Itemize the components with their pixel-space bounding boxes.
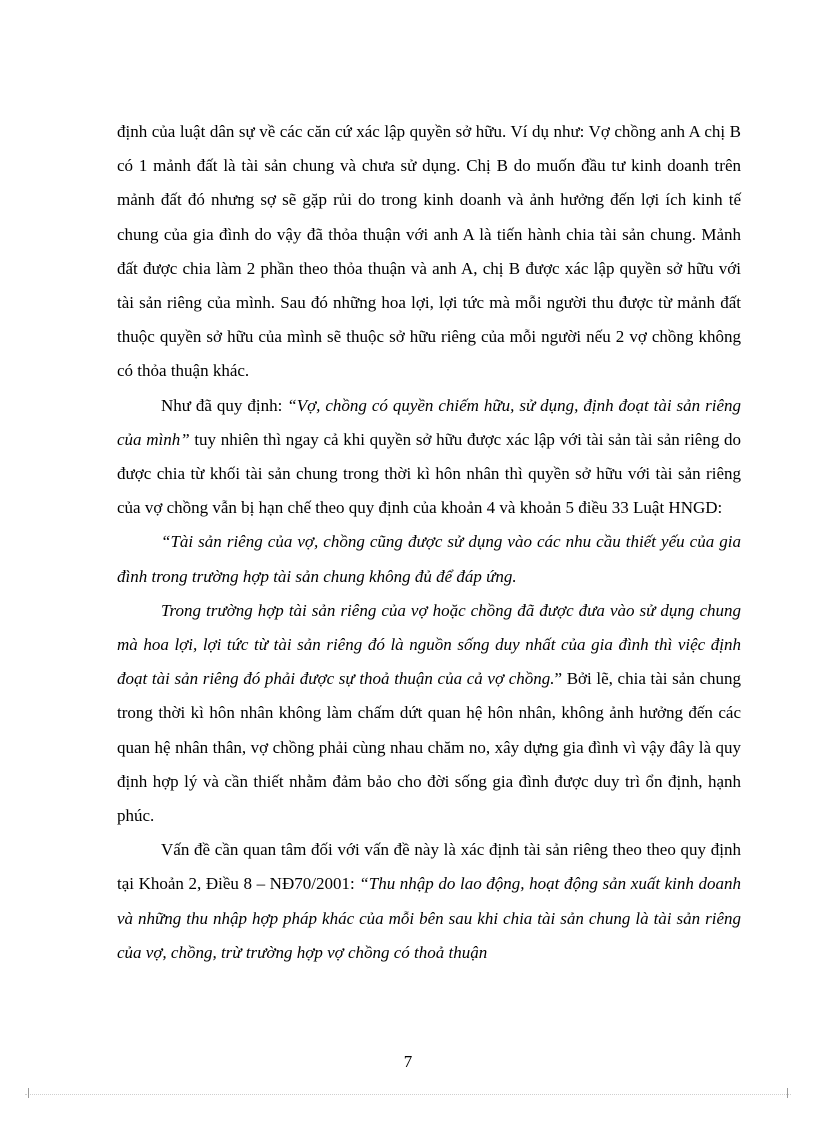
paragraph-4 [117, 594, 741, 833]
crop-mark-right [787, 1088, 798, 1098]
quoted-text: “Vợ, chồng có quyền chiếm hữu, sử dụng, định đoạt tài sản riêng của mình” [117, 395, 741, 449]
text-segment: Vấn đề cần quan tâm đối với vấn đề này là xác định tài sản riêng theo theo quy định tại Khoản 2, Điều 8 – NĐ70/2001: [117, 840, 741, 894]
text-segment: Như đã quy định: [161, 395, 288, 415]
page-number: 7 [403, 1052, 413, 1071]
quoted-text: “Tài sản riêng của vợ, chồng cũng được sử dụng vào các nhu cầu thiết yếu của gia đình trong trường hợp tài sản chung không đủ để đáp ứng. [117, 532, 741, 586]
crop-mark-left [18, 1088, 29, 1098]
text-segment: ” Bởi lẽ, chia tài sản chung trong thời kì hôn nhân không làm chấm dứt quan hệ hôn nhân, không ảnh hưởng đến các quan hệ nhân thân, vợ chồng phải cùng nhau chăm no, xây dựng gia đình vì vậy đây là quy định hợp lý và cần thiết nhằm đảm bảo cho đời sống gia đình được duy trì ổn định, hạnh phúc. [117, 669, 741, 826]
body-text [117, 115, 741, 970]
page-bottom-divider [25, 1094, 791, 1095]
paragraph-1 [117, 115, 741, 389]
text-segment: định của luật dân sự về các căn cứ xác lập quyền sở hữu. Ví dụ như: Vợ chồng anh A chị B có 1 mảnh đất là tài sản chung và chưa sử dụng. Chị B do muốn đầu tư kinh doanh trên mảnh đất đó nhưng sợ sẽ gặp rủi do trong kinh doanh và ảnh hưởng đến lợi ích kinh tế chung của gia đình do vậy đã thỏa thuận với anh A là tiến hành chia tài sản chung. Mảnh đất được chia làm 2 phần theo thỏa thuận và anh A, chị B được xác lập quyền sở hữu với tài sản riêng của mình. Sau đó những hoa lợi, lợi tức mà mỗi người thu được từ mảnh đất thuộc quyền sở hữu của mình sẽ thuộc sở hữu riêng của mỗi người nếu 2 vợ chồng không có thỏa thuận khác. [117, 122, 741, 381]
paragraph-2 [117, 389, 741, 526]
quoted-text: Trong trường hợp tài sản riêng của vợ hoặc chồng đã được đưa vào sử dụng chung mà hoa lợi, lợi tức từ tài sản riêng đó là nguồn sống duy nhất của gia đình thì việc định đoạt tài sản riêng đó phải được sự thoả thuận của cả vợ chồng. [117, 600, 741, 689]
text-segment: tuy nhiên thì ngay cả khi quyền sở hữu được xác lập với tài sản tài sản riêng do được chia từ khối tài sản chung trong thời kì hôn nhân thì quyền sở hữu với tài sản riêng của vợ chồng vẫn bị hạn chế theo quy định của khoản 4 và khoản 5 điều 33 Luật HNGD: [117, 429, 742, 518]
paragraph-5 [117, 833, 741, 970]
paragraph-3 [117, 525, 741, 593]
quoted-text: “Thu nhập do lao động, hoạt động sản xuất kinh doanh và những thu nhập hợp pháp khác của mỗi bên sau khi chia tài sản chung là tài sản riêng của vợ, chồng, trừ trường hợp vợ chồng có thoả thuận [117, 874, 741, 962]
